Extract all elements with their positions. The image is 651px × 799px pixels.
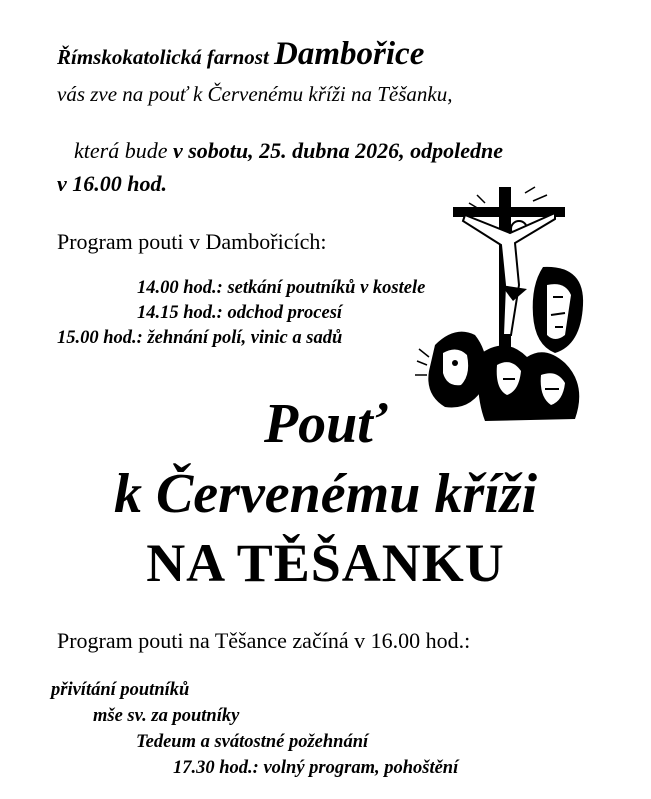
headline-tesanka: NA TĚŠANKU [146, 533, 505, 593]
org-line [57, 36, 424, 73]
schedule-item: 14.00 hod.: setkání poutníků v kostele [137, 278, 426, 298]
headline-pout: Pouť [263, 393, 388, 455]
crucifix-illustration-icon [415, 185, 590, 423]
schedule-item: 15.00 hod.: žehnání polí, vinic a sadů [57, 328, 343, 348]
org-name: Dambořice [274, 36, 425, 72]
program-item: 17.30 hod.: volný program, pohoštění [173, 758, 459, 778]
program-item: Tedeum a svátostné požehnání [136, 732, 369, 752]
program-item: mše sv. za poutníky [93, 706, 240, 726]
date-prefix: která bude [74, 138, 173, 163]
org-prefix: Římskokatolická farnost [57, 45, 275, 69]
program-item: přivítání poutníků [51, 680, 190, 700]
schedule-item: 14.15 hod.: odchod procesí [137, 303, 343, 323]
program-tesanka-title: Program pouti na Těšance začíná v 16.00 hod.: [57, 628, 471, 653]
date-main: v sobotu, 25. dubna 2026, odpoledne [172, 138, 503, 163]
program-village-title: Program pouti v Dambořicích: [57, 229, 327, 254]
date-time: v 16.00 hod. [57, 171, 167, 196]
date-line [74, 138, 503, 164]
invite-text: vás zve na pouť k Červenému kříži na Těšanku, [57, 82, 453, 106]
headline-cerveny-kriz: k Červenému kříži [113, 463, 538, 525]
